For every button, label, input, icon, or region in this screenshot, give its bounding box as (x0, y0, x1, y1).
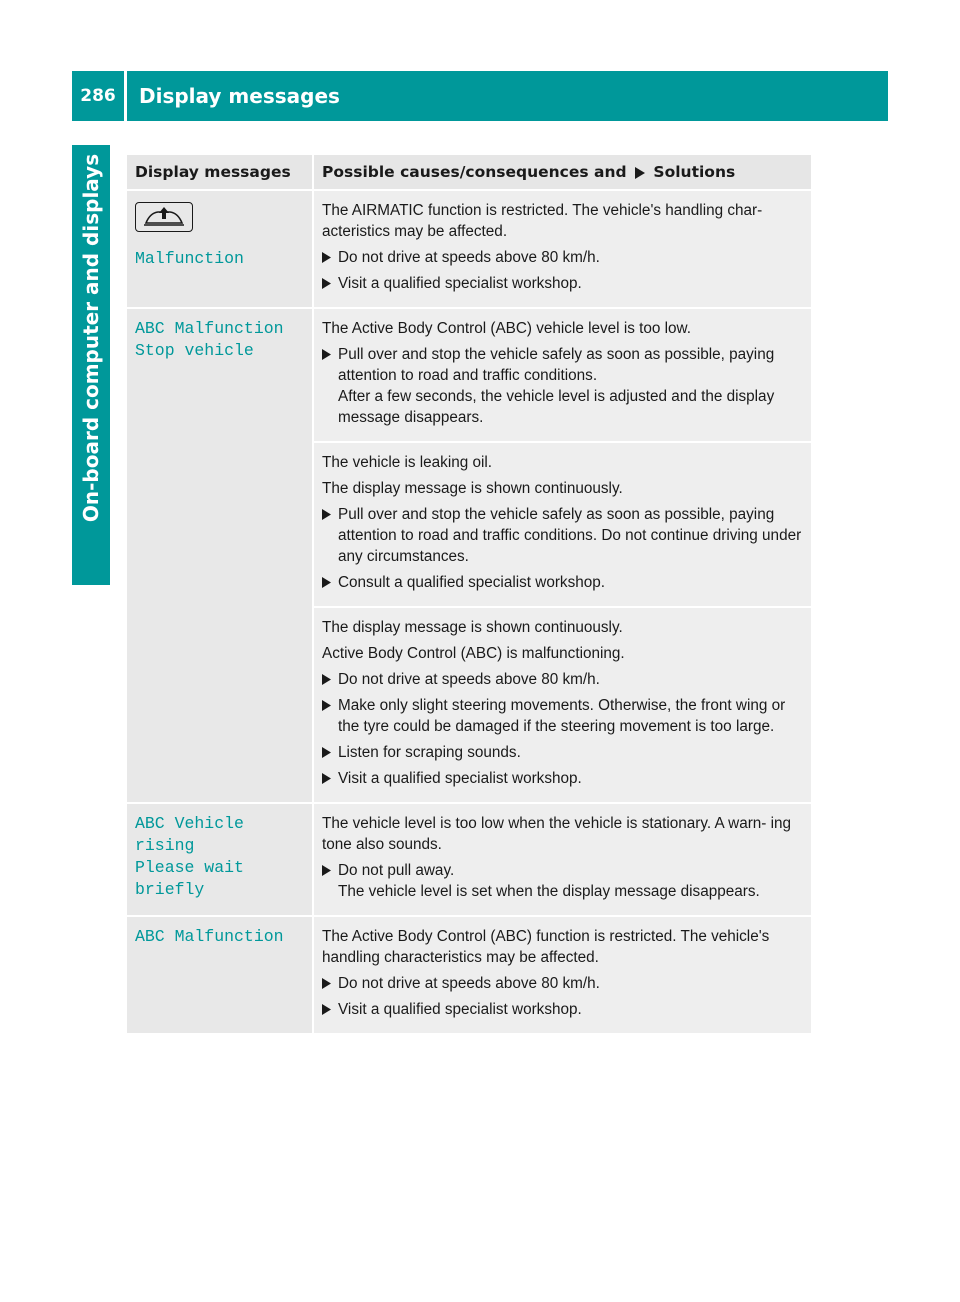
list-item-continuation: After a few seconds, the vehicle level is adjusted and the display message disappears. (338, 388, 775, 426)
cause-text: The AIRMATIC function is restricted. The vehicle's handling char- acteristics may be affected. (322, 202, 763, 240)
solution-cell (313, 607, 811, 803)
list-item (322, 572, 803, 593)
bullet-arrow-icon (322, 978, 331, 989)
list-item-text: Do not drive at speeds above 80 km/h. (338, 975, 600, 992)
list-item (322, 273, 803, 294)
list-item-text: Do not drive at speeds above 80 km/h. (338, 249, 600, 266)
bullet-arrow-icon (322, 278, 331, 289)
col-header-causes: Possible causes/consequences and (322, 163, 627, 181)
bullet-arrow-icon (322, 252, 331, 263)
solution-cell (313, 190, 811, 308)
cause-text: The display message is shown continuously. (322, 619, 623, 636)
side-tab-label-wrap (72, 145, 110, 530)
bullet-arrow-icon (322, 509, 331, 520)
list-item-text: Listen for scraping sounds. (338, 744, 521, 761)
bullet-arrow-icon (322, 747, 331, 758)
bullet-arrow-icon (322, 700, 331, 711)
list-item-text: Pull over and stop the vehicle safely as soon as possible, paying attention to road and traffic conditions. (338, 346, 775, 384)
list-item (322, 344, 803, 428)
message-cell (127, 916, 313, 1033)
cause-text: The display message is shown continuously. (322, 480, 623, 497)
cause-text: The vehicle level is too low when the vehicle is stationary. A warn- ing tone also sounds. (322, 815, 792, 853)
solution-cell (313, 916, 811, 1033)
list-item (322, 504, 803, 567)
list-item (322, 247, 803, 268)
message-text-line2: Stop vehicle (135, 341, 254, 360)
solution-cell (313, 803, 811, 916)
table-row (127, 803, 811, 916)
solution-cell (313, 442, 811, 607)
list-item-text: Consult a qualified specialist workshop. (338, 574, 605, 591)
bullet-arrow-icon (322, 773, 331, 784)
list-item-text: Visit a qualified specialist workshop. (338, 1001, 582, 1018)
list-item-continuation: The vehicle level is set when the display message disappears. (338, 883, 760, 900)
list-item-text: Pull over and stop the vehicle safely as soon as possible, paying attention to road and traffic conditions. Do not continue driving under any circumstances. (338, 506, 802, 565)
message-text-line1: ABC Vehicle rising (135, 814, 244, 855)
message-text: ABC Malfunction (135, 927, 284, 946)
list-item-text: Make only slight steering movements. Otherwise, the front wing or the tyre could be damaged if the steering movement is too large. (338, 697, 786, 735)
side-tab-label: On-board computer and displays (79, 153, 104, 522)
bullet-arrow-icon (322, 674, 331, 685)
bullet-arrow-icon (322, 349, 331, 360)
message-text: Malfunction (135, 249, 244, 268)
message-text-line2: Please wait briefly (135, 858, 244, 899)
table-header-row (127, 155, 811, 190)
col-header-causes-solutions (313, 155, 811, 190)
list-item-text: Visit a qualified specialist workshop. (338, 275, 582, 292)
page-number: 286 (80, 86, 116, 106)
cause-text: The Active Body Control (ABC) function is restricted. The vehicle's handling characteristics may be affected. (322, 928, 770, 966)
bullet-arrow-icon (322, 1004, 331, 1015)
play-arrow-icon (634, 166, 646, 180)
table-row (127, 190, 811, 308)
page-title: Display messages (139, 84, 340, 108)
list-item (322, 999, 803, 1020)
message-cell (127, 190, 313, 308)
list-item-text: Do not pull away. (338, 862, 455, 879)
col-header-display-messages: Display messages (127, 155, 313, 190)
table-row (127, 308, 811, 442)
col-header-solutions: Solutions (653, 163, 736, 181)
list-item (322, 860, 803, 902)
bullet-arrow-icon (322, 865, 331, 876)
list-item (322, 669, 803, 690)
list-item (322, 742, 803, 763)
list-item (322, 695, 803, 737)
table-row (127, 916, 811, 1033)
vehicle-level-warning-icon (135, 202, 193, 232)
list-item (322, 768, 803, 789)
message-text-line1: ABC Malfunction (135, 319, 284, 338)
list-item (322, 973, 803, 994)
cause-text: Active Body Control (ABC) is malfunctioning. (322, 645, 625, 662)
page-header (72, 71, 888, 121)
message-cell (127, 803, 313, 916)
display-messages-table (127, 155, 811, 1033)
cause-text: The vehicle is leaking oil. (322, 454, 493, 471)
list-item-text: Do not drive at speeds above 80 km/h. (338, 671, 600, 688)
bullet-arrow-icon (322, 577, 331, 588)
cause-text: The Active Body Control (ABC) vehicle level is too low. (322, 320, 691, 337)
solution-cell (313, 308, 811, 442)
message-cell (127, 308, 313, 803)
list-item-text: Visit a qualified specialist workshop. (338, 770, 582, 787)
